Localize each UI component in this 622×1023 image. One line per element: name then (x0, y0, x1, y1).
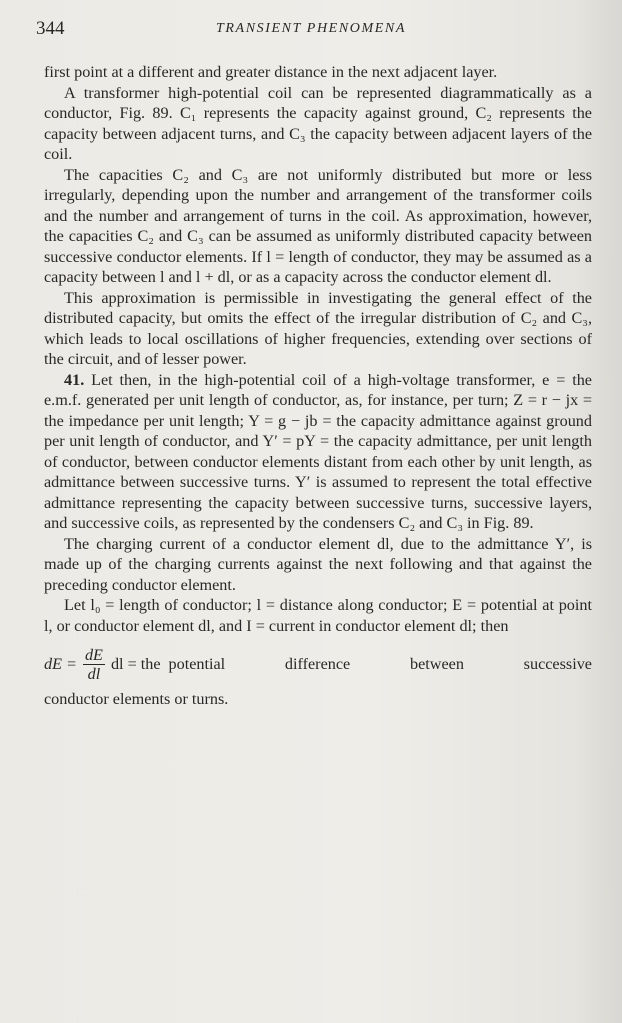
paragraph-5 (44, 370, 592, 534)
paragraph-6: The charging current of a conductor element dl, due to the admittance Y′, is made up of the charging currents against the next following and that against the preceding conductor element. (44, 534, 592, 594)
paragraph-3: The capacities C₂ and C₃ are not uniformly distributed but more or less irregularly, depending upon the number and arrangement of the transformer coils and the number and arrangement of turns in the coil. As approximation, however, the capacities C₂ and C₃ can be assumed as uniformly distributed capacity between successive conductor elements. If l = length of conductor, they may be assumed as a capacity between l and l + dl, or as a capacity across the conductor element dl. (44, 165, 592, 286)
paragraph-5-text: Let then, in the high-potential coil of a high-voltage transformer, e = the e.m.f. generated per unit length of conductor, as, for instance, per turn; Z = r − jx = the impedance per unit length; Y = g − jb = the capacity admittance against ground per unit length of conductor, and Y′ = pY = the capacity admittance, per unit length of conductor, between conductor elements distant from each other by unit length, as admittance between successive turns. Y′ is assumed to represent the total effective admittance representing the capacity between successive turns, successive layers, and successive coils, as represented by the condensers C₂ and C₃ in Fig. 89. (44, 370, 592, 532)
page-header (36, 14, 586, 40)
equation-continuation: conductor elements or turns. (44, 690, 229, 708)
equation-word: between (409, 655, 464, 674)
page-body (44, 62, 592, 710)
paragraph-1: first point at a different and greater distance in the next adjacent layer. (44, 63, 498, 81)
equation-after-fraction: dl = the (110, 655, 161, 674)
section-number: 41. (64, 370, 85, 389)
fraction-denominator: dl (87, 665, 101, 683)
paragraph-2: A transformer high-potential coil can be represented diagrammatically as a conductor, Fig. 89. C₁ represents the capacity against ground, C₂ represents the capacity between adjacent turns, and C₃ the capacity between adjacent layers of the coil. (44, 83, 592, 163)
equation-fraction (83, 646, 105, 683)
paragraph-4: This approximation is permissible in investigating the general effect of the distributed capacity, but omits the effect of the irregular distribution of C₂ and C₃, which leads to local oscillations of higher frequencies, extending over sections of the circuit, and of lesser power. (44, 288, 592, 368)
running-title: TRANSIENT PHENOMENA (216, 21, 406, 36)
equation-words (169, 654, 592, 675)
equation-word: potential (168, 655, 226, 674)
page-number: 344 (36, 18, 65, 39)
paragraph-7: Let l₀ = length of conductor; l = distance along conductor; E = potential at point l, or conductor element dl, and I = current in conductor element dl; then (44, 596, 592, 635)
equation (44, 646, 592, 683)
equation-lhs: dE = (44, 655, 77, 674)
equation-word: difference (284, 655, 351, 674)
fraction-numerator: dE (84, 646, 103, 664)
equation-word: successive (523, 655, 592, 674)
